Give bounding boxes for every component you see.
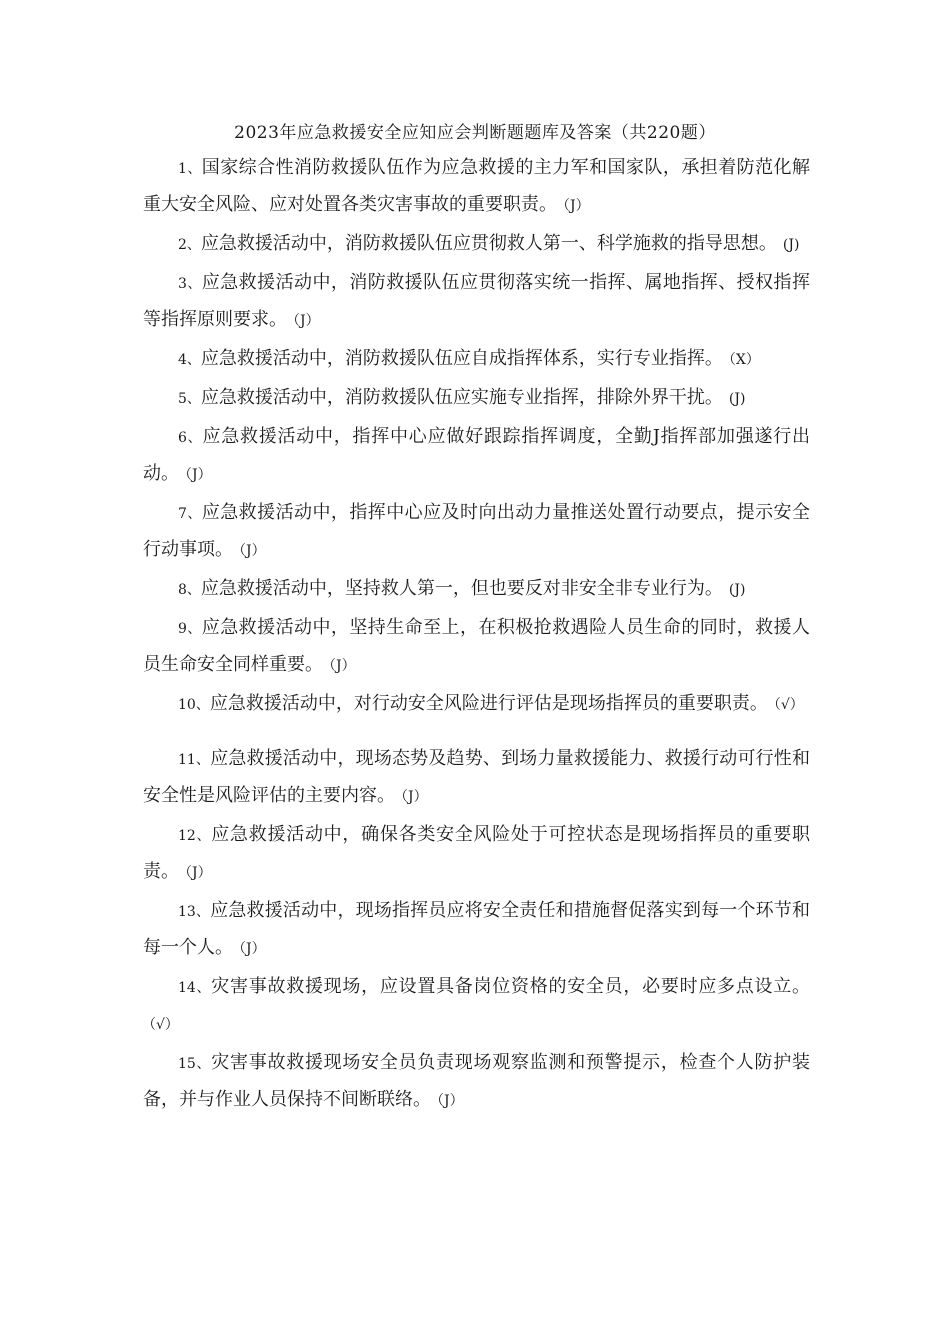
question-list [143, 150, 810, 1121]
answer-mark: （J） [239, 941, 266, 957]
answer-mark: （X） [728, 352, 760, 368]
question-text: 应急救援活动中，确保各类安全风险处于可控状态是现场指挥员的重要职责。 [143, 824, 810, 882]
question-number: 1、 [178, 161, 202, 177]
answer-mark: （J） [401, 789, 428, 805]
question-text: 国家综合性消防救援队伍作为应急救援的主力军和国家队，承担着防范化解重大安全风险、应对处置各类灾害事故的重要职责。 [143, 157, 810, 215]
answer-mark: （J） [185, 865, 212, 881]
question-text: 应急救援活动中，指挥中心应做好跟踪指挥调度，全勤J指挥部加强遂行出动。 [143, 426, 810, 484]
question-number: 5、 [178, 391, 201, 407]
answer-mark: （√） [149, 1017, 179, 1033]
list-item [143, 817, 810, 891]
question-number: 4、 [178, 352, 201, 368]
question-number: 8、 [178, 582, 201, 598]
list-item [143, 341, 810, 378]
question-text: 灾害事故救援现场安全员负责现场观察监测和预警提示，检查个人防护装备，并与作业人员保持不间断联络。 [143, 1052, 810, 1110]
answer-mark: (J) [728, 391, 746, 407]
question-number: 6、 [178, 430, 203, 446]
answer-mark: （J） [185, 467, 212, 483]
question-number: 11、 [178, 752, 211, 768]
answer-mark: （J） [293, 313, 320, 329]
question-text: 应急救援活动中，现场态势及趋势、到场力量救援能力、救援行动可行性和安全性是风险评估的主要内容。 [143, 748, 810, 806]
question-number: 13、 [178, 904, 211, 920]
answer-mark: （J） [329, 658, 356, 674]
list-item [143, 741, 810, 815]
question-text: 应急救援活动中，消防救援队伍应贯彻落实统一指挥、属地指挥、授权指挥等指挥原则要求。 [143, 272, 810, 330]
question-text: 应急救援活动中，坚持生命至上，在积极抢救遇险人员生命的同时，救援人员生命安全同样重要。 [143, 617, 810, 675]
list-item [143, 571, 810, 608]
answer-mark: （J） [563, 198, 590, 214]
list-item [143, 226, 810, 263]
question-number: 3、 [178, 276, 202, 292]
question-text: 应急救援活动中，指挥中心应及时向出动力量推送处置行动要点，提示安全行动事项。 [143, 502, 810, 560]
question-number: 7、 [178, 506, 202, 522]
question-number: 15、 [178, 1056, 212, 1072]
answer-mark: (J) [782, 237, 800, 253]
question-text: 应急救援活动中，消防救援队伍应自成指挥体系，实行专业指挥。 [200, 348, 723, 369]
question-text: 应急救援活动中，对行动安全风险进行评估是现场指挥员的重要职责。 [209, 693, 768, 714]
list-item [143, 686, 810, 723]
list-item [143, 495, 810, 569]
list-item [143, 1045, 810, 1119]
answer-mark: （J） [239, 543, 266, 559]
question-text: 应急救援活动中，消防救援队伍应贯彻救人第一、科学施救的指导思想。 [200, 233, 777, 254]
question-number: 12、 [178, 828, 212, 844]
question-number: 9、 [178, 621, 202, 637]
answer-mark: （√） [773, 697, 804, 713]
question-number: 10、 [178, 697, 210, 713]
question-number: 2、 [178, 237, 201, 253]
list-item [143, 150, 810, 224]
answer-mark: (J) [728, 582, 746, 598]
question-text: 应急救援活动中，现场指挥员应将安全责任和措施督促落实到每一个环节和每一个人。 [143, 900, 810, 958]
list-item [143, 969, 810, 1043]
question-text: 灾害事故救援现场，应设置具备岗位资格的安全员，必要时应多点设立。 [211, 976, 810, 997]
question-text: 应急救援活动中，消防救援队伍应实施专业指挥，排除外界干扰。 [200, 387, 723, 408]
question-text: 应急救援活动中，坚持救人第一，但也要反对非安全非专业行为。 [200, 578, 723, 599]
list-item [143, 610, 810, 684]
answer-mark: （J） [437, 1093, 464, 1109]
list-item [143, 265, 810, 339]
list-item [143, 893, 810, 967]
question-number: 14、 [178, 980, 212, 996]
list-item [143, 380, 810, 417]
document-title: 2023年应急救援安全应知应会判断题题库及答案（共220题） [234, 123, 716, 143]
list-item [143, 419, 810, 493]
